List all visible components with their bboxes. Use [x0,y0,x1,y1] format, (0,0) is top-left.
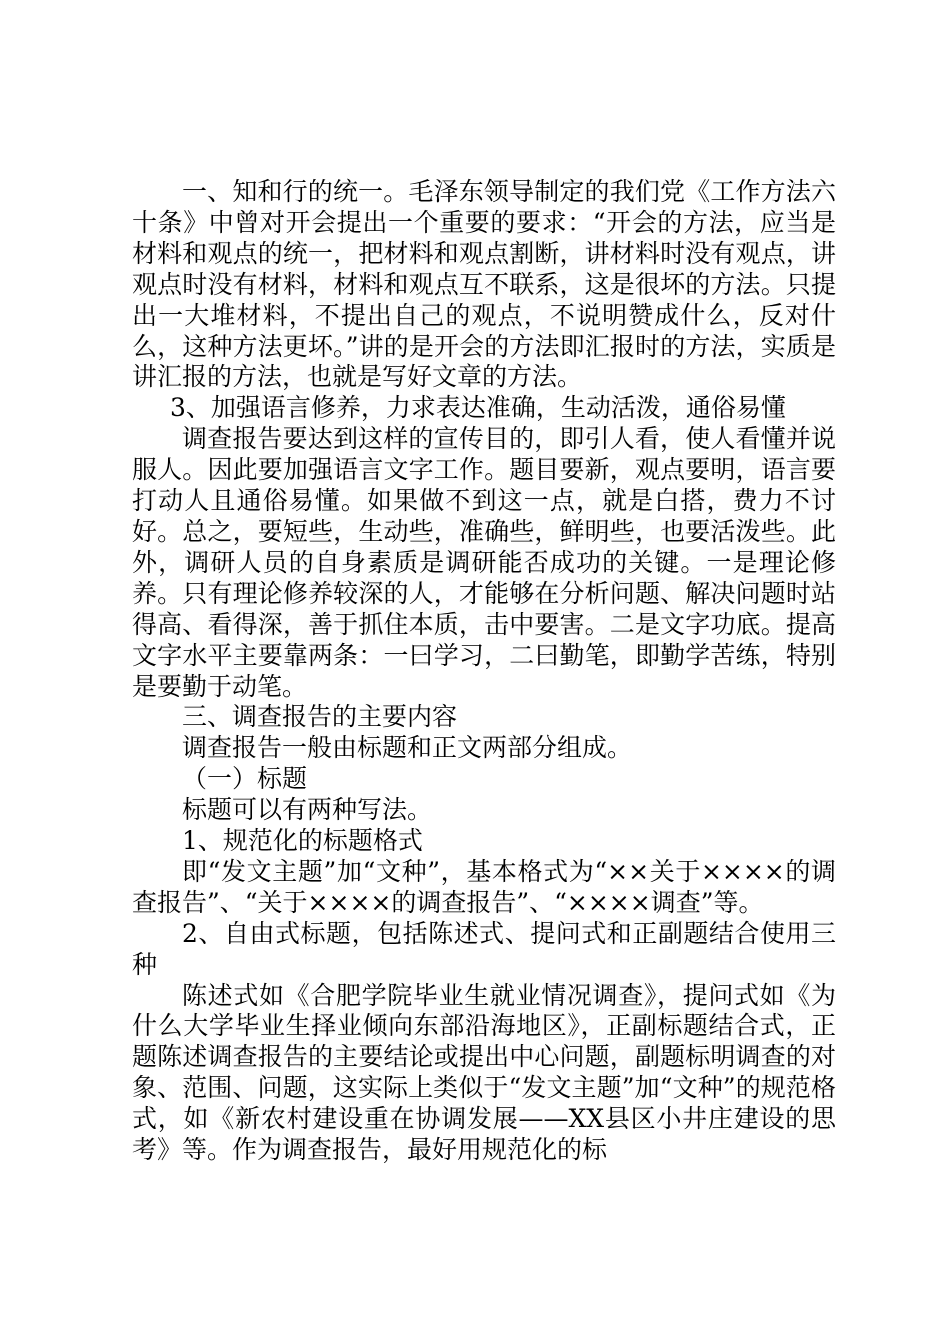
paragraph-language-requirements: 调查报告要达到这样的宣传目的，即引人看，使人看懂并说服人。因此要加强语言文字工作。题目要新，观点要明，语言要打动人且通俗易懂。如果做不到这一点，就是白搭，费力不讨好。总之，要短些，生动些，准确些，鲜明些，也要活泼些。此外，调研人员的自身素质是调研能否成功的关键。一是理论修养。只有理论修养较深的人，才能够在分析问题、解决问题时站得高、看得深，善于抓住本质，击中要害。二是文字功底。提高文字水平主要靠两条：一曰学习，二曰勤笔，即勤学苦练，特别是要勤于动笔。 [132,424,836,701]
heading-free-style-title: 2、自由式标题，包括陈述式、提问式和正副题结合使用三种 [132,918,836,979]
paragraph-title-styles: 标题可以有两种写法。 [182,795,433,825]
paragraph-unity-of-knowing-and-doing: 一、知和行的统一。毛泽东领导制定的我们党《工作方法六十条》中曾对开会提出一个重要的要求：“开会的方法，应当是材料和观点的统一，把材料和观点割断，讲材料时没有观点，讲观点时没有材料，材料和观点互不联系，这是很坏的方法。只提出一大堆材料，不提出自己的观点，不说明赞成什么，反对什么，这种方法更坏。”讲的是开会的方法即汇报时的方法，实质是讲汇报的方法，也就是写好文章的方法。 [132,177,836,392]
paragraph-report-composition: 调查报告一般由标题和正文两部分组成。 [182,733,633,763]
heading-main-content: 三、调查报告的主要内容 [182,702,458,732]
heading-title-section: （一）标题 [182,764,308,794]
document-page [132,177,836,1166]
heading-standard-title-format: 1、规范化的标题格式 [182,826,423,856]
paragraph-standard-title-format: 即“发文主题”加“文种”，基本格式为“××关于××××的调查报告”、“关于××××的调查报告”、“××××调查”等。 [132,856,836,917]
paragraph-free-style-title-examples: 陈述式如《合肥学院毕业生就业情况调查》，提问式如《为什么大学毕业生择业倾向东部沿海地区》，正副标题结合式，正题陈述调查报告的主要结论或提出中心问题，副题标明调查的对象、范围、问题，这实际上类似于“发文主题”加“文种”的规范格式，如《新农村建设重在协调发展——XX县区小井庄建设的思考》等。作为调查报告，最好用规范化的标 [132,980,836,1165]
heading-language-cultivation: 3、加强语言修养，力求表达准确，生动活泼，通俗易懂 [170,393,786,423]
